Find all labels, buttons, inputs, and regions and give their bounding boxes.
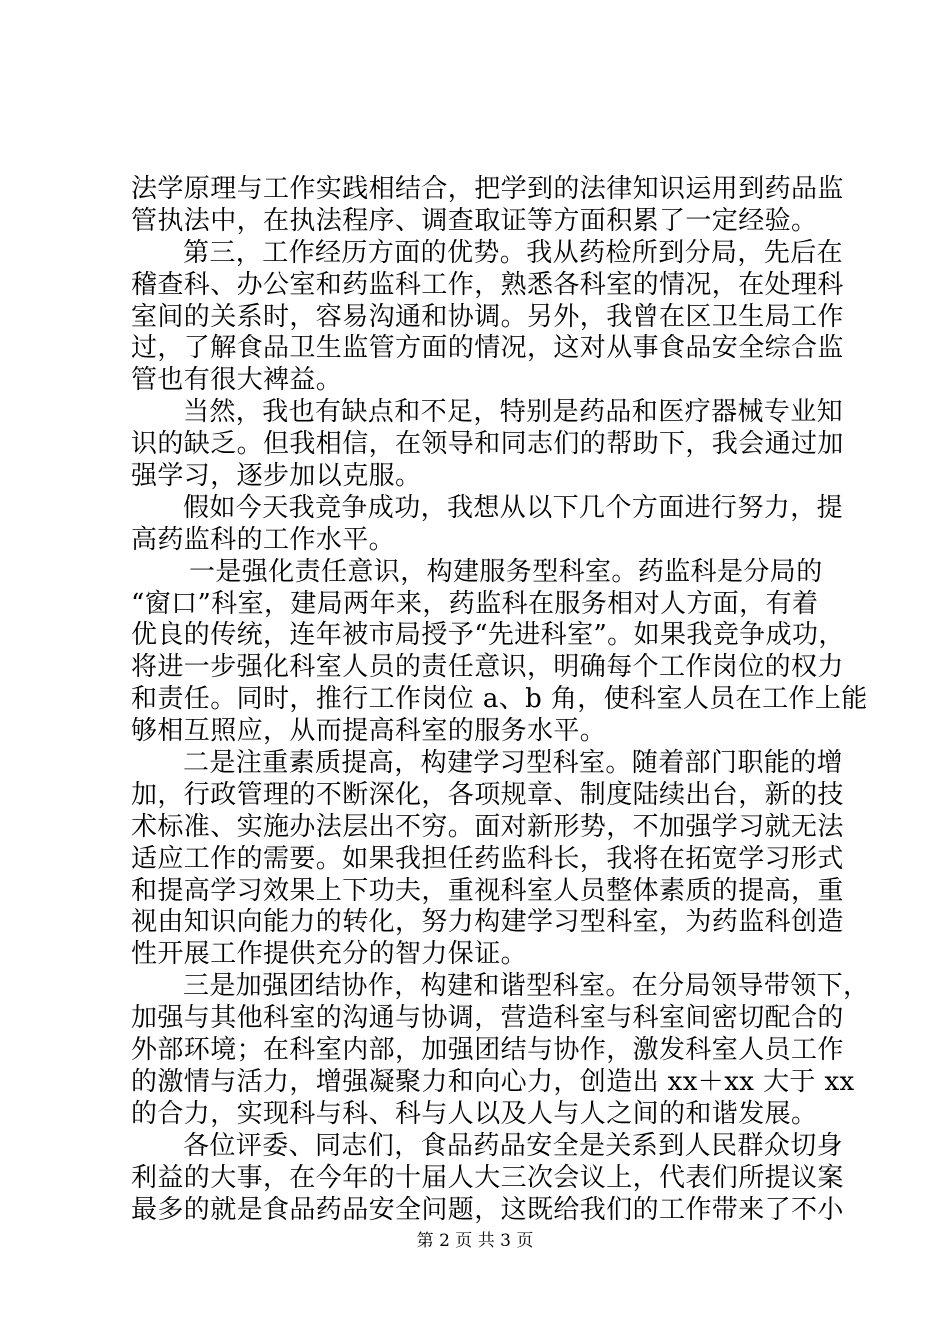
- text-line: 室间的关系时，容易沟通和协调。另外，我曾在区卫生局工作: [131, 301, 844, 332]
- text-line: 各位评委、同志们，食品药品安全是关系到人民群众切身: [183, 1130, 844, 1161]
- text-line: 管执法中，在执法程序、调查取证等方面积累了一定经验。: [131, 205, 818, 236]
- text-line: 识的缺乏。但我相信，在领导和同志们的帮助下，我会通过加: [131, 429, 844, 460]
- text-line: 的合力，实现科与科、科与人以及人与人之间的和谐发展。: [131, 1098, 818, 1129]
- text-line: 加强与其他科室的沟通与协调，营造科室与科室间密切配合的: [131, 1003, 844, 1034]
- body-text: [131, 174, 870, 1226]
- text-line: 法学原理与工作实践相结合，把学到的法律知识运用到药品监: [131, 174, 844, 204]
- text-line: 利益的大事，在今年的十届人大三次会议上，代表们所提议案: [131, 1162, 844, 1193]
- text-line: 外部环境；在科室内部，加强团结与协作，激发科室人员工作: [131, 1035, 844, 1066]
- text-line: 加，行政管理的不断深化，各项规章、制度陆续出台，新的技: [131, 779, 844, 810]
- text-line: 管也有很大裨益。: [131, 365, 343, 396]
- text-line: 和提高学习效果上下功夫，重视科室人员整体素质的提高，重: [131, 875, 844, 906]
- text-line: 高药监科的工作水平。: [131, 524, 396, 555]
- page-number: 第 2 页 共 3 页: [416, 1231, 534, 1251]
- text-line: 术标准、实施办法层出不穷。面对新形势，不加强学习就无法: [131, 811, 844, 842]
- text-line: 当然，我也有缺点和不足，特别是药品和医疗器械专业知: [183, 397, 844, 428]
- text-line: 稽查科、办公室和药监科工作，熟悉各科室的情况，在处理科: [131, 269, 844, 300]
- text-line: 一是强化责任意识，构建服务型科室。药监科是分局的: [189, 556, 823, 587]
- text-line: 假如今天我竞争成功，我想从以下几个方面进行努力，提: [183, 492, 844, 523]
- text-line: 第三，工作经历方面的优势。我从药检所到分局，先后在: [183, 237, 844, 268]
- text-line: 最多的就是食品药品安全问题，这既给我们的工作带来了不小: [131, 1194, 844, 1225]
- text-line: 强学习，逐步加以克服。: [131, 461, 422, 492]
- text-line: “窗口”科室，建局两年来，药监科在服务相对人方面，有着: [131, 588, 819, 619]
- text-line: 优良的传统，连年被市局授予“先进科室”。如果我竞争成功，: [131, 620, 845, 651]
- text-line: 过，了解食品卫生监管方面的情况，这对从事食品安全综合监: [131, 333, 844, 364]
- text-line: 三是加强团结协作，构建和谐型科室。在分局领导带领下，: [183, 971, 870, 1002]
- text-line: 和责任。同时，推行工作岗位 a、b 角，使科室人员在工作上能: [131, 684, 868, 715]
- text-line: 二是注重素质提高，构建学习型科室。随着部门职能的增: [183, 748, 844, 779]
- page-footer: [0, 1230, 950, 1252]
- text-line: 性开展工作提供充分的智力保证。: [131, 939, 528, 970]
- text-line: 的激情与活力，增强凝聚力和向心力，创造出 xx＋xx 大于 xx: [131, 1066, 855, 1097]
- text-line: 视由知识向能力的转化，努力构建学习型科室，为药监科创造: [131, 907, 844, 938]
- text-line: 将进一步强化科室人员的责任意识，明确每个工作岗位的权力: [131, 652, 844, 683]
- text-line: 适应工作的需要。如果我担任药监科长，我将在拓宽学习形式: [131, 843, 844, 874]
- text-line: 够相互照应，从而提高科室的服务水平。: [131, 716, 607, 747]
